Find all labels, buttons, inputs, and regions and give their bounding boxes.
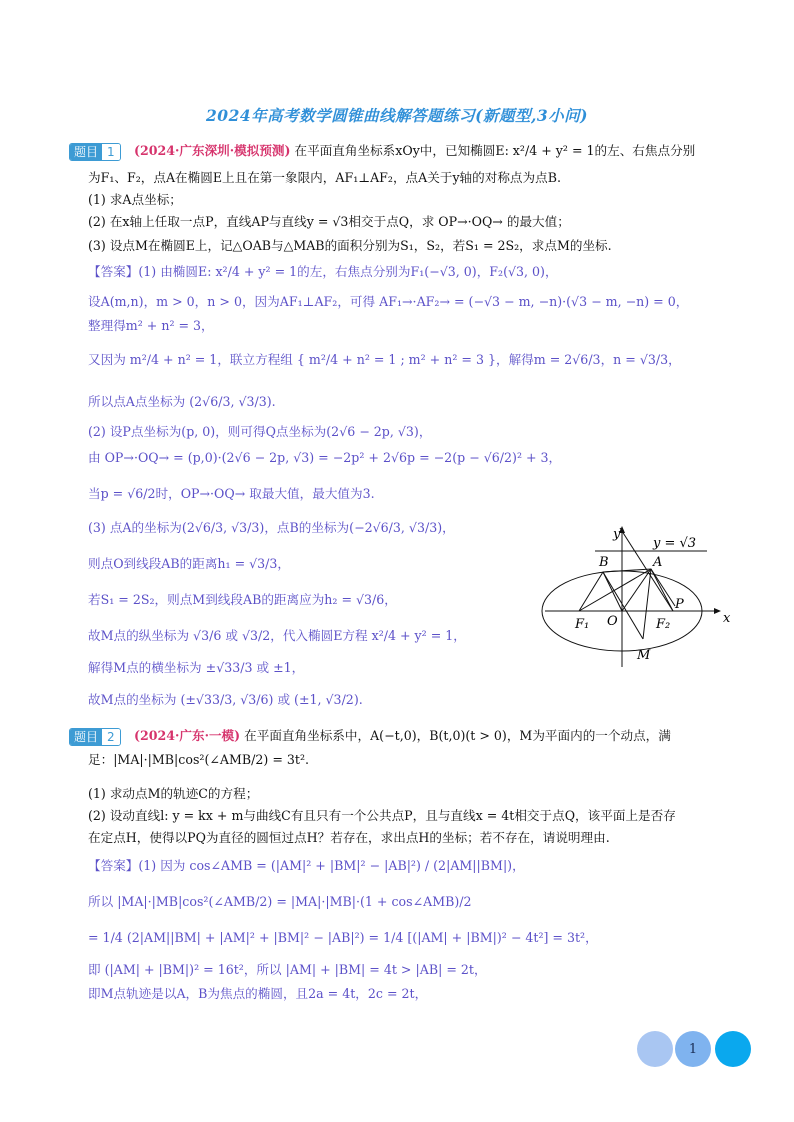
problem-1-source: (2024·广东深圳·模拟预测) <box>134 143 291 158</box>
point-m: M <box>637 648 651 663</box>
page-circle-left <box>637 1031 673 1067</box>
point-f1: F₁ <box>575 617 590 632</box>
problem-1-stem-1: 在平面直角坐标系xOy中，已知椭圆E: x²/4 + y² = 1的左、右焦点分别 <box>294 143 696 158</box>
answer-1-line-10: 若S₁ = 2S₂，则点M到线段AB的距离应为h₂ = √3/6， <box>88 592 397 607</box>
problem-1-part-2: (2) 在x轴上任取一点P，直线AP与直线y = √3相交于点Q，求 OP→·OQ→ 的最大值； <box>88 214 570 229</box>
problem-1-stem-line-1 <box>134 143 695 159</box>
line-label: y = √3 <box>653 536 697 551</box>
badge-number: 2 <box>102 729 120 745</box>
problem-1-part-3: (3) 设点M在椭圆E上，记△OAB与△MAB的面积分别为S₁，S₂，若S₁ = 2S₂，求点M的坐标. <box>88 238 612 253</box>
badge-number: 1 <box>102 144 120 160</box>
answer-2-line-2: = 1/4 (2|AM||BM| + |AM|² + |BM|² − |AB|²) = 1/4 [(|AM| + |BM|)² − 4t²] = 3t²， <box>88 930 598 945</box>
badge-label: 题目 <box>70 144 102 160</box>
point-a: A <box>653 555 663 570</box>
answer-1-line-2: 整理得m² + n² = 3， <box>88 318 214 333</box>
answer-1-line-6: 由 OP→·OQ→ = (p,0)·(2√6 − 2p, √3) = −2p² + 2√6p = −2(p − √6/2)² + 3， <box>88 450 562 465</box>
answer-text: (1) 由椭圆E: x²/4 + y² = 1的左，右焦点分别为F₁(−√3, 0)，F₂(√3, 0)， <box>138 264 558 279</box>
point-o: O <box>607 614 618 629</box>
answer-2-line-0 <box>88 858 525 874</box>
point-f2: F₂ <box>656 617 671 632</box>
problem-2-stem-1: 在平面直角坐标系中，A(−t,0)，B(t,0)(t > 0)，M为平面内的一个动点，满 <box>244 728 671 743</box>
badge-label: 题目 <box>70 729 102 745</box>
problem-2-stem-line-1 <box>134 728 671 744</box>
answer-1-line-9: 则点O到线段AB的距离h₁ = √3/3， <box>88 556 291 571</box>
page-title: 2024年高考数学圆锥曲线解答题练习(新题型,3小问) <box>206 106 588 125</box>
segment-a-p <box>651 569 675 606</box>
answer-2-line-3: 即 (|AM| + |BM|)² = 16t²，所以 |AM| + |BM| = 4t > |AB| = 2t， <box>88 962 487 977</box>
page-circle-right <box>715 1031 751 1067</box>
answer-2-line-4: 即M点轨迹是以A，B为焦点的椭圆，且2a = 4t，2c = 2t， <box>88 986 428 1001</box>
page-number: 1 <box>675 1031 711 1067</box>
problem-1-stem-2: 为F₁、F₂，点A在椭圆E上且在第一象限内，AF₁⊥AF₂，点A关于y轴的对称点为点B. <box>88 170 561 185</box>
answer-1-line-12: 解得M点的横坐标为 ±√33/3 或 ±1， <box>88 660 305 675</box>
y-axis-label: y <box>613 527 621 542</box>
problem-2-part-2: (2) 设动直线l: y = kx + m与曲线C有且只有一个公共点P，且与直线x = 4t相交于点Q，该平面上是否存 <box>88 808 676 823</box>
ellipse-figure <box>535 522 735 672</box>
answer-1-line-11: 故M点的纵坐标为 √3/6 或 √3/2，代入椭圆E方程 x²/4 + y² = 1， <box>88 628 466 643</box>
point-b: B <box>599 555 609 570</box>
answer-tag: 【答案】 <box>88 858 139 873</box>
problem-1-part-1: (1) 求A点坐标； <box>88 192 182 207</box>
x-axis-label: x <box>723 611 731 626</box>
answer-1-line-3: 又因为 m²/4 + n² = 1，联立方程组 { m²/4 + n² = 1 ; m² + n² = 3 }，解得m = 2√6/3，n = √3/3， <box>88 352 681 367</box>
answer-text: (1) 因为 cos∠AMB = (|AM|² + |BM|² − |AB|²) / (2|AM||BM|)， <box>138 858 525 873</box>
page-indicator <box>637 1031 753 1067</box>
problem-badge <box>69 143 121 161</box>
answer-tag: 【答案】 <box>88 264 139 279</box>
answer-1-line-5: (2) 设P点坐标为(p, 0)，则可得Q点坐标为(2√6 − 2p, √3)， <box>88 424 432 439</box>
problem-2-source: (2024·广东·一模) <box>134 728 241 743</box>
problem-2-part-3: 在定点H，使得以PQ为直径的圆恒过点H？若存在，求出点H的坐标；若不存在，请说明理由. <box>88 830 610 845</box>
answer-1-line-7: 当p = √6/2时，OP→·OQ→ 取最大值，最大值为3. <box>88 486 375 501</box>
segment-b-o <box>603 572 622 611</box>
problem-badge <box>69 728 121 746</box>
segment-f1-a <box>579 569 651 611</box>
problem-2-part-1: (1) 求动点M的轨迹C的方程； <box>88 786 259 801</box>
answer-1-line-1: 设A(m,n)，m > 0，n > 0，因为AF₁⊥AF₂，可得 AF₁→·AF₂→ = (−√3 − m, −n)·(√3 − m, −n) = 0， <box>88 294 689 309</box>
answer-1-line-13: 故M点的坐标为 (±√33/3, √3/6) 或 (±1, √3/2). <box>88 692 363 707</box>
answer-1-line-8: (3) 点A的坐标为(2√6/3, √3/3)，点B的坐标为(−2√6/3, √3/3)， <box>88 520 455 535</box>
point-p: P <box>675 597 684 612</box>
problem-2-stem-2: 足：|MA|·|MB|cos²(∠AMB/2) = 3t². <box>88 752 310 767</box>
answer-2-line-1: 所以 |MA|·|MB|cos²(∠AMB/2) = |MA|·|MB|·(1 + cos∠AMB)/2 <box>88 894 472 909</box>
answer-1-line-4: 所以点A点坐标为 (2√6/3, √3/3). <box>88 394 276 409</box>
answer-1-line-0 <box>88 264 558 280</box>
